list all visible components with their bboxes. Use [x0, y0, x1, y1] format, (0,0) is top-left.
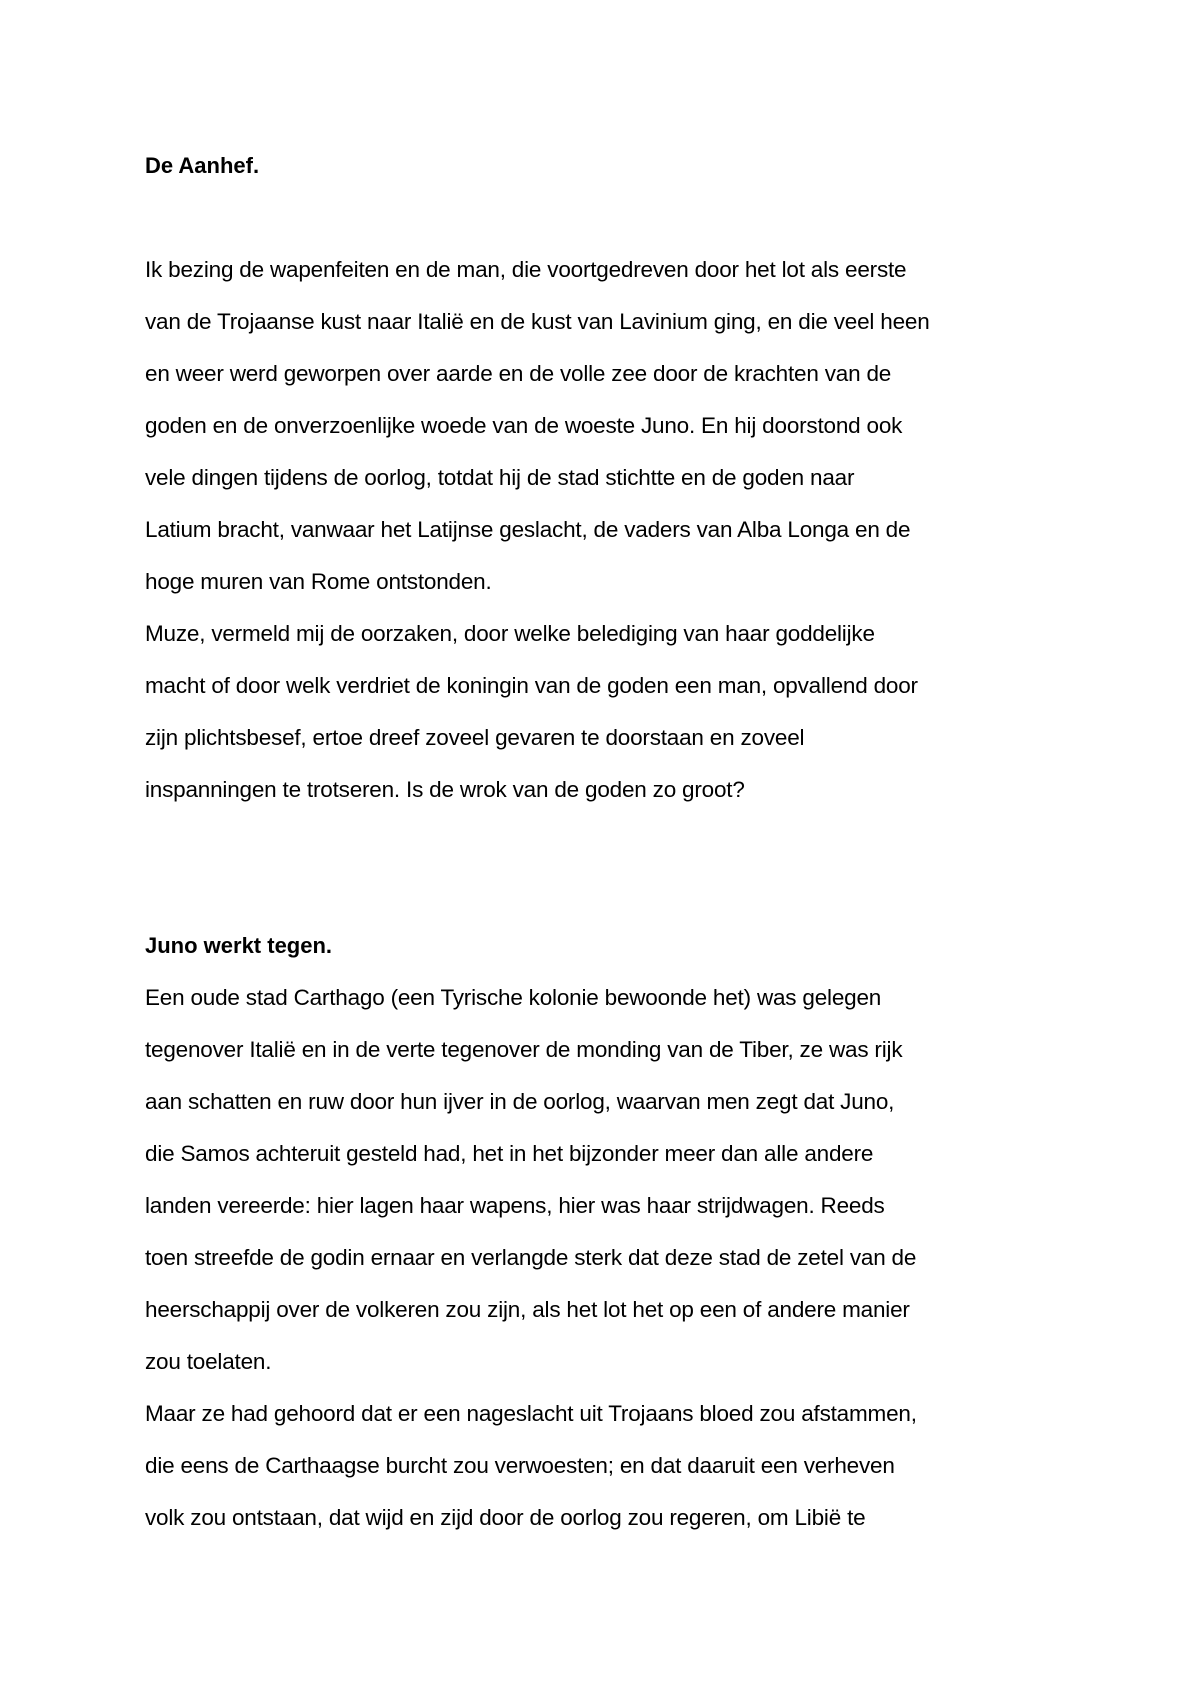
text-line: landen vereerde: hier lagen haar wapens, hier was haar strijdwagen. Reeds: [145, 1193, 885, 1218]
section-title-juno-werkt-tegen: Juno werkt tegen.: [145, 933, 333, 958]
text-line: die Samos achteruit gesteld had, het in het bijzonder meer dan alle andere: [145, 1141, 874, 1166]
text-line: en weer werd geworpen over aarde en de volle zee door de krachten van de: [145, 361, 892, 386]
text-line: Muze, vermeld mij de oorzaken, door welke belediging van haar goddelijke: [145, 621, 875, 646]
text-line: macht of door welk verdriet de koningin van de goden een man, opvallend door: [145, 673, 918, 698]
text-line: goden en de onverzoenlijke woede van de woeste Juno. En hij doorstond ook: [145, 413, 903, 438]
text-line: Latium bracht, vanwaar het Latijnse geslacht, de vaders van Alba Longa en de: [145, 517, 911, 542]
text-line: aan schatten en ruw door hun ijver in de oorlog, waarvan men zegt dat Juno,: [145, 1089, 895, 1114]
text-line: van de Trojaanse kust naar Italië en de kust van Lavinium ging, en die veel heen: [145, 309, 930, 334]
text-line: die eens de Carthaagse burcht zou verwoesten; en dat daaruit een verheven: [145, 1453, 895, 1478]
text-line: Een oude stad Carthago (een Tyrische kolonie bewoonde het) was gelegen: [145, 985, 882, 1010]
spacer: [145, 192, 1075, 244]
text-line: zijn plichtsbesef, ertoe dreef zoveel gevaren te doorstaan en zoveel: [145, 725, 805, 750]
text-line: Maar ze had gehoord dat er een nageslacht uit Trojaans bloed zou afstammen,: [145, 1401, 917, 1426]
text-line: Ik bezing de wapenfeiten en de man, die voortgedreven door het lot als eerste: [145, 257, 907, 282]
document-body: [145, 140, 1075, 1544]
section-title-de-aanhef: De Aanhef.: [145, 153, 260, 178]
text-line: tegenover Italië en in de verte tegenover de monding van de Tiber, ze was rijk: [145, 1037, 903, 1062]
text-line: zou toelaten.: [145, 1349, 272, 1374]
spacer: [145, 816, 1075, 920]
text-line: inspanningen te trotseren. Is de wrok van de goden zo groot?: [145, 777, 745, 802]
text-line: vele dingen tijdens de oorlog, totdat hij de stad stichtte en de goden naar: [145, 465, 855, 490]
text-line: heerschappij over de volkeren zou zijn, als het lot het op een of andere manier: [145, 1297, 910, 1322]
text-line: toen streefde de godin ernaar en verlangde sterk dat deze stad de zetel van de: [145, 1245, 917, 1270]
text-line: hoge muren van Rome ontstonden.: [145, 569, 492, 594]
text-line: volk zou ontstaan, dat wijd en zijd door de oorlog zou regeren, om Libië te: [145, 1505, 866, 1530]
